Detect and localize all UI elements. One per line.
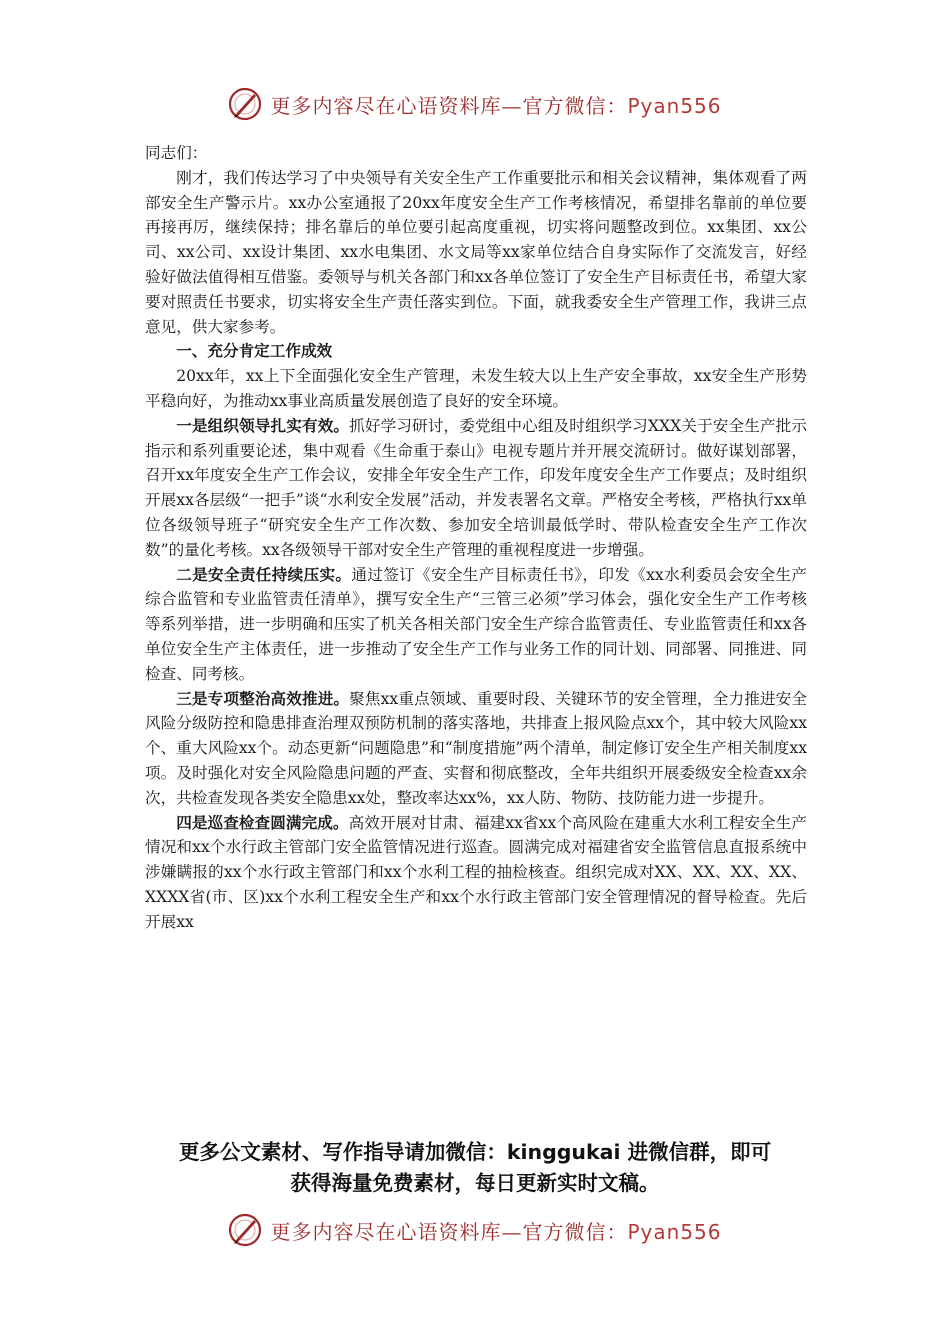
- point-text: 抓好学习研讨，委党组中心组及时组织学习XXX关于安全生产批示指示和系列重要论述，集中观看《生命重于泰山》电视专题片并开展交流研讨。做好谋划部署，召开xx年度安全生产工作会议，安排全年安全生产工作，印发年度安全生产工作要点；及时组织开展xx各层级“一把手”谈“水利安全发展”活动，并发表署名文章。严格安全考核，严格执行xx单位各级领导班子“研究安全生产工作次数、参加安全培训最低学时、带队检查安全生产工作次数”的量化考核。xx各级领导干部对安全生产管理的重视程度进一步增强。: [145, 416, 807, 559]
- section-summary: 20xx年，xx上下全面强化安全生产管理，未发生较大以上生产安全事故，xx安全生产形势平稳向好，为推动xx事业高质量发展创造了良好的安全环境。: [145, 367, 807, 410]
- point-text: 聚焦xx重点领域、重要时段、关键环节的安全管理，全力推进安全风险分级防控和隐患排查治理双预防机制的落实落地，共排查上报风险点xx个，其中较大风险xx个、重大风险xx个。动态更新“问题隐患”和“制度措施”两个清单，制定修订安全生产相关制度xx项。及时强化对安全风险隐患问题的严查、实督和彻底整改，全年共组织开展委级安全检查xx余次，共检查发现各类安全隐患xx处，整改率达xx%，xx人防、物防、技防能力进一步提升。: [145, 689, 807, 807]
- banner-text: 更多内容尽在心语资料库—官方微信：Pyan556: [270, 1219, 722, 1244]
- banner-wechat-id: Pyan556: [627, 1219, 722, 1244]
- header-banner: [0, 84, 950, 124]
- point-lead: 四是巡查检查圆满完成。: [176, 813, 349, 832]
- point-lead: 一是组织领导扎实有效。: [176, 416, 350, 435]
- point-paragraph-1: [145, 414, 807, 563]
- promo-notice: [0, 1137, 950, 1199]
- point-paragraph-2: [145, 563, 807, 687]
- intro-paragraph: 刚才，我们传达学习了中央领导有关安全生产工作重要批示和相关会议精神，集体观看了两部安全生产警示片。xx办公室通报了20xx年度安全生产工作考核情况，希望排名靠前的单位要再接再厉，继续保持；排名靠后的单位要引起高度重视，切实将问题整改到位。xx集团、xx公司、xx公司、xx设计集团、xx水电集团、水文局等xx家单位结合自身实际作了交流发言，好经验好做法值得相互借鉴。委领导与机关各部门和xx各单位签订了安全生产目标责任书，希望大家要对照责任书要求，切实将安全生产责任落实到位。下面，就我委安全生产管理工作，我讲三点意见，供大家参考。: [145, 168, 807, 336]
- footer-banner: [0, 1210, 950, 1250]
- point-lead: 二是安全责任持续压实。: [176, 565, 352, 584]
- document-body: [145, 141, 807, 935]
- pen-logo-icon: [228, 87, 262, 121]
- point-text: 通过签订《安全生产目标责任书》，印发《xx水利委员会安全生产综合监管和专业监管责任清单》，撰写安全生产“三管三必须”学习体会，强化安全生产工作考核等系列举措，进一步明确和压实了机关各相关部门安全生产综合监管责任、专业监管责任和xx各单位安全生产主体责任，进一步推动了安全生产工作与业务工作的同计划、同部署、同推进、同检查、同考核。: [145, 565, 807, 683]
- section-heading: 一、充分肯定工作成效: [176, 342, 333, 361]
- promo-line-1: 更多公文素材、写作指导请加微信：kinggukai 进微信群，即可: [178, 1140, 772, 1164]
- promo-line-2: 获得海量免费素材，每日更新实时文稿。: [290, 1171, 660, 1195]
- salutation: 同志们：: [145, 144, 208, 162]
- point-lead: 三是专项整治高效推进。: [176, 689, 350, 708]
- point-paragraph-4: [145, 811, 807, 935]
- banner-text: 更多内容尽在心语资料库—官方微信：Pyan556: [270, 93, 722, 118]
- pen-logo-icon: [228, 1213, 262, 1247]
- point-text: 高效开展对甘肃、福建xx省xx个高风险在建重大水利工程安全生产情况和xx个水行政主管部门安全监管情况进行巡查。圆满完成对福建省安全监管信息直报系统中涉嫌瞒报的xx个水行政主管部门和xx个水利工程的抽检核查。组织完成对XX、XX、XX、XX、XXXX省(市、区)xx个水利工程安全生产和xx个水行政主管部门安全管理情况的督导检查。先后开展xx: [145, 813, 807, 931]
- point-paragraph-3: [145, 687, 807, 811]
- banner-wechat-id: Pyan556: [627, 93, 722, 118]
